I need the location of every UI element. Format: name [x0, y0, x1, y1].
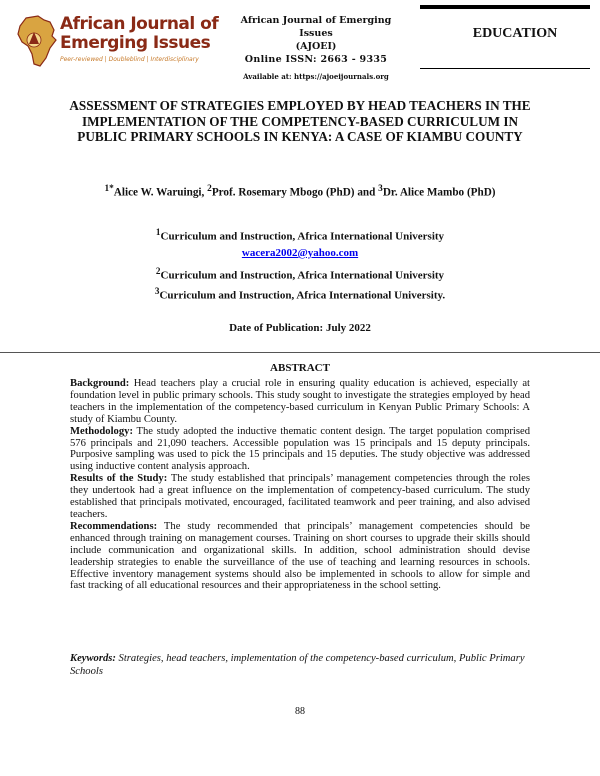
- affiliation-2: [40, 266, 560, 282]
- affiliation-3-sup: 3: [154, 286, 160, 296]
- author-list: [40, 184, 560, 199]
- recommendations-label: Recommendations:: [70, 520, 158, 532]
- logo-title-line1: African Journal of: [60, 14, 219, 34]
- author-2: Prof. Rosemary Mbogo (PhD) and: [211, 186, 379, 199]
- affiliation-3-text: Curriculum and Instruction, Africa International University.: [159, 289, 446, 302]
- abstract-background: [70, 378, 530, 426]
- methodology-text: The study adopted the inductive thematic content design. The target population comprised 576 principals and 21,090 teachers. Accessible population was 15 principals and 15 deputy principals. Purposive sampling was used to pick the 15 principals and 15 deputies. The study objective was addressed using inductive content analysis approach.: [70, 425, 530, 473]
- author-1: Alice W. Waruingi,: [113, 186, 208, 199]
- author-email-link[interactable]: wacera2002@yahoo.com: [241, 247, 359, 259]
- author-2-sup: 2: [207, 184, 212, 194]
- publication-date: Date of Publication: July 2022: [229, 322, 371, 334]
- journal-abbrev: (AJOEI): [295, 41, 337, 52]
- logo-title-line2: Emerging Issues: [60, 33, 211, 53]
- affiliation-1-sup: 1: [155, 227, 161, 237]
- abstract-recommendations: [70, 521, 530, 592]
- author-3: Dr. Alice Mambo (PhD): [382, 186, 496, 199]
- keywords-label: Keywords:: [70, 653, 116, 664]
- paper-title: ASSESSMENT OF STRATEGIES EMPLOYED BY HEAD TEACHERS IN THE IMPLEMENTATION OF THE COMPETENCY-BASED CURRICULUM IN PUBLIC PRIMARY SCHOOLS IN KENYA: A CASE OF KIAMBU COUNTY: [69, 98, 531, 144]
- keywords: [70, 653, 530, 678]
- keywords-text: Strategies, head teachers, implementation of the competency-based curriculum, Public Primary Schools: [70, 653, 525, 677]
- africa-map-icon: [14, 14, 58, 70]
- journal-website[interactable]: Available at: https://ajoeijournals.org: [243, 72, 389, 81]
- page-number: 88: [295, 706, 305, 717]
- background-label: Background:: [70, 378, 130, 389]
- author-1-sup: 1*: [104, 184, 114, 194]
- abstract-results: [70, 473, 530, 521]
- affiliation-3: [40, 286, 560, 302]
- abstract-heading: ABSTRACT: [270, 362, 330, 374]
- journal-issn: Online ISSN: 2663 - 9335: [244, 54, 388, 65]
- recommendations-text: The study recommended that principals’ management competencies should be enhanced through training on management courses. Training on short courses to upgrade their skills should include communication and organizational skills. In addition, school administration should devise leadership strategies to enable the surveillance of the use of teaching and learning resources in schools. Effective inventory management systems should also be implemented in schools to allow for simple and fast tracking of all educational resources and their appropriateness in the school setting.: [70, 520, 530, 592]
- header-rule-thick: [420, 5, 590, 9]
- affiliation-2-sup: 2: [155, 266, 161, 276]
- author-3-sup: 3: [378, 184, 383, 194]
- abstract-body: [70, 378, 530, 592]
- results-text: The study established that principals’ management competencies through the roles they undertook had a great influence on the implementation of competency-based curriculum. The study established that principals motivated, encouraged, facilitated teamwork and peer training, and also advised teachers.: [70, 473, 530, 520]
- background-text: Head teachers play a crucial role in ensuring quality education is achieved, especially at foundation level in public primary schools. This study sought to investigate the strategies employed by head teachers in the implementation of the competency-based curriculum in Kenyan Public Primary Schools: A study of Kiambu County.: [70, 378, 530, 425]
- journal-name: African Journal of Emerging Issues: [240, 15, 392, 39]
- affiliation-1: [40, 227, 560, 243]
- journal-logo: [14, 12, 219, 74]
- journal-info: [226, 14, 406, 83]
- header-rule-thin: [420, 68, 590, 69]
- affiliation-2-text: Curriculum and Instruction, Africa International University: [160, 269, 445, 282]
- abstract-methodology: [70, 426, 530, 474]
- methodology-label: Methodology:: [70, 425, 133, 437]
- results-label: Results of the Study:: [70, 473, 168, 485]
- affiliation-1-text: Curriculum and Instruction, Africa International University: [160, 230, 445, 243]
- logo-tagline: Peer-reviewed | Doubleblind | Interdisciplinary: [60, 56, 199, 63]
- section-label: EDUCATION: [472, 26, 558, 41]
- section-divider: [0, 352, 600, 353]
